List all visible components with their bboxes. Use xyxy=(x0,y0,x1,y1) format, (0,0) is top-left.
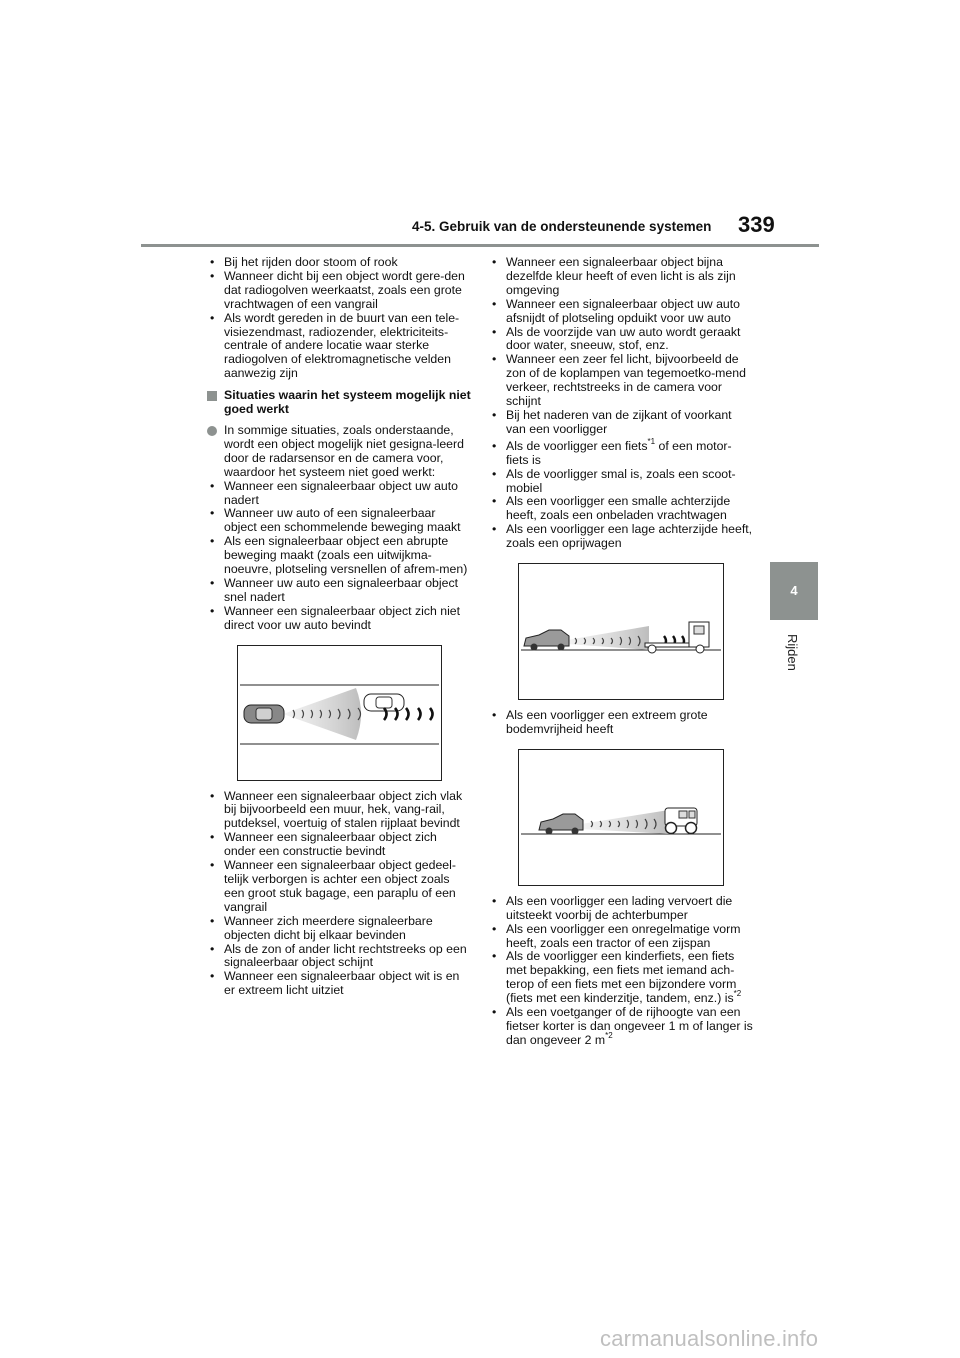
offset-vehicle-illustration xyxy=(238,646,441,780)
list-item: • Bij het naderen van de zijkant of voorkant van een voorligger xyxy=(488,409,753,437)
pedestrian-text: Als een voetganger of de rijhoogte van een fietser korter is dan ongeveer 1 m of langer is dan ongeveer 2 m xyxy=(506,1005,753,1047)
list-item: • Als wordt gereden in de buurt van een tele-visiezendmast, radiozender, elektriciteits-centrale of andere locatie waar sterke radiogolven of elektromagnetische velden aanwezig zijn xyxy=(206,312,471,382)
list-item: • Wanneer een signaleerbaar object uw auto nadert xyxy=(206,480,471,508)
figure-high-clearance xyxy=(518,749,724,886)
page-number: 339 xyxy=(738,212,775,237)
section-heading-text: Situaties waarin het systeem mogelijk niet goed werkt xyxy=(224,388,471,417)
intro-text: In sommige situaties, zoals onderstaande, wordt een object mogelijk niet gesigna-leerd door de radarsensor en de camera voor, waardoor het systeem niet goed werkt: xyxy=(224,422,464,479)
list-item: • Als de zon of ander licht rechtstreeks op een signaleerbaar object schijnt xyxy=(206,943,471,971)
list-item xyxy=(488,436,753,468)
intro-paragraph xyxy=(206,424,471,480)
section-heading xyxy=(206,389,471,417)
footnote-ref: *2 xyxy=(733,989,742,999)
list-item: • Wanneer een signaleerbaar object uw auto afsnijdt of plotseling opduikt voor uw auto xyxy=(488,298,753,326)
list-item: • Wanneer een zeer fel licht, bijvoorbeeld de zon of de koplampen van tegemoetko-mend verkeer, rechtstreeks in de camera voor schijnt xyxy=(488,353,753,409)
circle-marker-icon xyxy=(207,426,217,436)
list-item: • Wanneer zich meerdere signaleerbare objecten dicht bij elkaar bevinden xyxy=(206,915,471,943)
list-item: • Wanneer een signaleerbaar object zich niet direct voor uw auto bevindt xyxy=(206,605,471,633)
list-item: • Wanneer een signaleerbaar object zich onder een constructie bevindt xyxy=(206,831,471,859)
list-item: • Als een voorligger een lading vervoert die uitsteekt voorbij de achterbumper xyxy=(488,895,753,923)
bicycle-text-rest: of een motor-fiets is xyxy=(506,438,732,467)
list-item: • Als de voorligger smal is, zoals een scoot-mobiel xyxy=(488,468,753,496)
list-item: • Als een voorligger een smalle achterzijde heeft, zoals een onbeladen vrachtwagen xyxy=(488,495,753,523)
figure-offset-vehicle xyxy=(237,645,442,781)
low-rear-truck-illustration xyxy=(519,564,723,699)
chapter-tab: 4 xyxy=(770,562,818,620)
list-item xyxy=(488,950,753,1006)
own-car-icon xyxy=(244,705,284,723)
high-clearance-vehicle-icon xyxy=(665,808,697,834)
list-item: • Wanneer een signaleerbaar object zich vlak bij bijvoorbeeld een muur, hek, vang-rail, putdeksel, voertuig of stalen rijplaat bevindt xyxy=(206,790,471,832)
list-item: • Bij het rijden door stoom of rook xyxy=(206,256,471,270)
chapter-label: Rijden xyxy=(785,634,800,671)
footnote-ref: *1 xyxy=(647,436,656,446)
footnote-ref: *2 xyxy=(605,1030,613,1040)
list-item: • Als een voorligger een lage achterzijde heeft, zoals een oprijwagen xyxy=(488,523,753,551)
list-item: • Wanneer een signaleerbaar object gedeel-telijk verborgen is achter een object zoals een groot stuk bagage, een paraplu of een vangrail xyxy=(206,859,471,915)
list-item: • Wanneer uw auto een signaleerbaar object snel nadert xyxy=(206,577,471,605)
own-car-icon xyxy=(524,630,569,651)
right-column xyxy=(488,256,753,1048)
list-item: • Wanneer uw auto of een signaleerbaar object een schommelende beweging maakt xyxy=(206,507,471,535)
list-item: • Als een signaleerbaar object een abrupte beweging maakt (zoals een uitwijkma-noeuvre, plotseling versnellen of afrem-men) xyxy=(206,535,471,577)
list-item: • Als een voorligger een extreem grote bodemvrijheid heeft xyxy=(488,709,753,737)
list-item: • Als een voorligger een onregelmatige vorm heeft, zoals een tractor of een zijspan xyxy=(488,923,753,951)
left-column xyxy=(206,256,471,998)
header-title: 4-5. Gebruik van de ondersteunende systemen xyxy=(412,219,712,234)
figure-low-rear-truck xyxy=(518,563,724,700)
list-item: • Wanneer een signaleerbaar object bijna dezelfde kleur heeft of even licht is als zijn omgeving xyxy=(488,256,753,298)
list-item: • Wanneer een signaleerbaar object wit is en er extreem licht uitziet xyxy=(206,970,471,998)
own-car-icon xyxy=(539,814,583,835)
truck-icon xyxy=(645,622,709,653)
list-item: • Als de voorzijde van uw auto wordt geraakt door water, sneeuw, stof, enz. xyxy=(488,326,753,354)
list-item xyxy=(488,1006,753,1048)
header-rule xyxy=(141,244,819,247)
bicycle-text: Als de voorligger een fiets xyxy=(506,438,648,453)
high-clearance-illustration xyxy=(519,750,723,885)
list-item: • Wanneer dicht bij een object wordt gere-den dat radiogolven weerkaatst, zoals een grote vrachtwagen of een vangrail xyxy=(206,270,471,312)
child-bike-text: Als de voorligger een kinderfiets, een fiets met bepakking, een fiets met iemand ach-terop of een fiets met een bijzondere vorm (fiets met een kinderzitje, tandem, enz.) is xyxy=(506,949,737,1006)
watermark: carmanualsonline.info xyxy=(600,1326,819,1351)
square-marker-icon xyxy=(207,391,217,401)
